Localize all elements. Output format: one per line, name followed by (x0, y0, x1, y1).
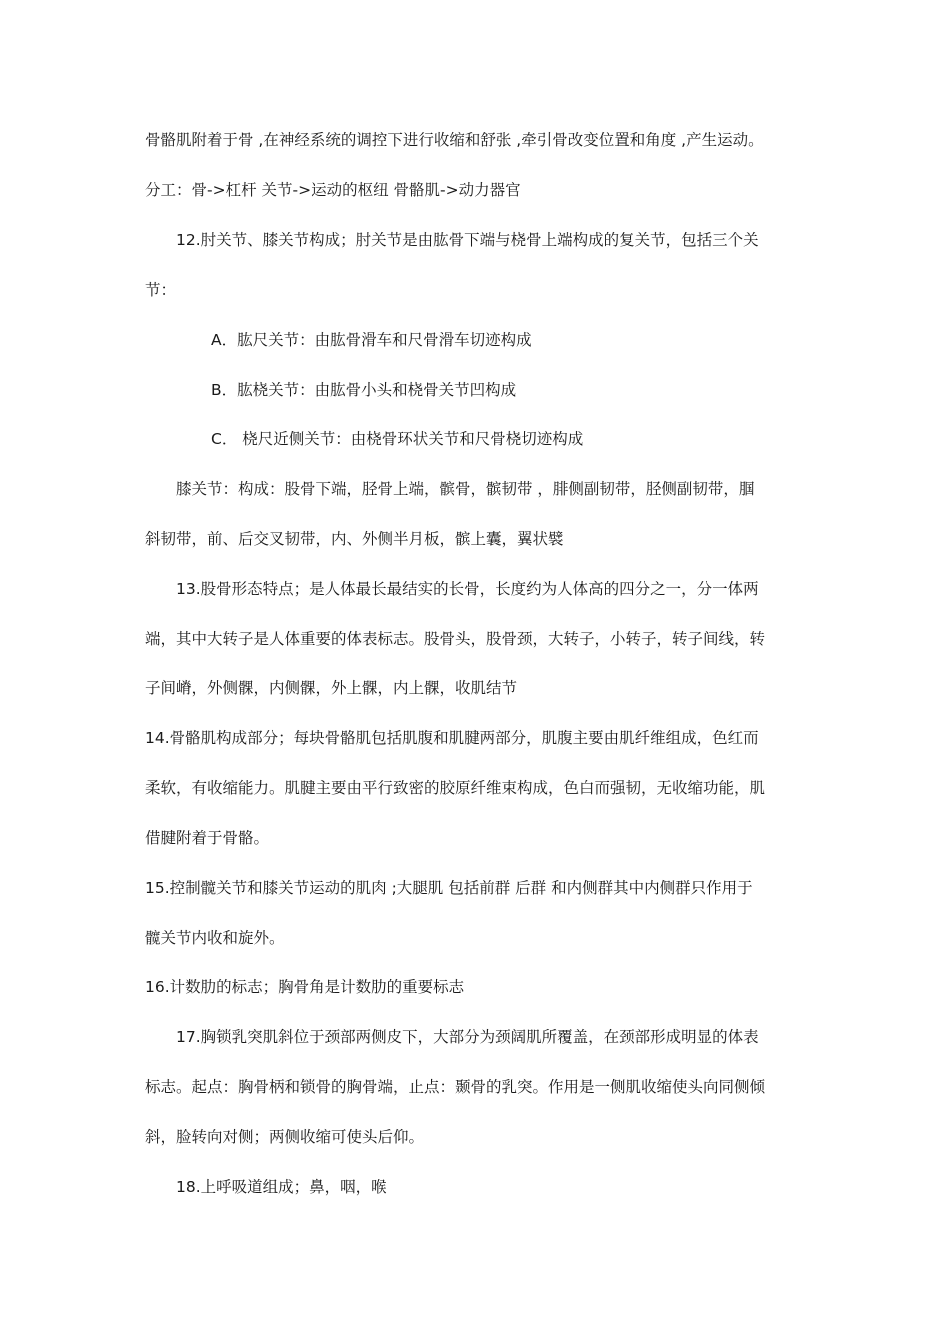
text-line: B．肱桡关节：由肱骨小头和桡骨关节凹构成 (211, 381, 517, 399)
text-line: 骨骼肌附着于骨 ,在神经系统的调控下进行收缩和舒张 ,牵引骨改变位置和角度 ,产生运动。 (145, 131, 764, 149)
text-line: 标志。起点：胸骨柄和锁骨的胸骨端，止点：颞骨的乳突。作用是一侧肌收缩使头向同侧倾 (145, 1078, 766, 1096)
text-line: 13.股骨形态特点；是人体最长最结实的长骨，长度约为人体高的四分之一，分一体两 (176, 580, 759, 598)
text-line: 12.肘关节、膝关节构成；肘关节是由肱骨下端与桡骨上端构成的复关节，包括三个关 (176, 231, 759, 249)
text-line: 17.胸锁乳突肌斜位于颈部两侧皮下，大部分为颈阔肌所覆盖，在颈部形成明显的体表 (176, 1028, 759, 1046)
text-line: 子间嵴，外侧髁，内侧髁，外上髁，内上髁，收肌结节 (145, 679, 518, 697)
text-line: 借腱附着于骨骼。 (145, 829, 270, 847)
text-line: 柔软，有收缩能力。肌腱主要由平行致密的胶原纤维束构成，色白而强韧，无收缩功能，肌 (145, 779, 766, 797)
text-line: 端，其中大转子是人体重要的体表标志。股骨头，股骨颈，大转子，小转子，转子间线，转 (145, 630, 766, 648)
text-line: 18.上呼吸道组成；鼻，咽，喉 (176, 1178, 387, 1196)
text-line: A．肱尺关节：由肱骨滑车和尺骨滑车切迹构成 (211, 331, 532, 349)
text-line: 16.计数肋的标志；胸骨角是计数肋的重要标志 (145, 978, 465, 996)
text-line: 斜韧带，前、后交叉韧带，内、外侧半月板，髌上囊，翼状襞 (145, 530, 564, 548)
text-line: 膝关节：构成：股骨下端，胫骨上端，髌骨，髌韧带 ，腓侧副韧带，胫侧副韧带，腘 (176, 480, 755, 498)
text-line: 15.控制髋关节和膝关节运动的肌肉 ;大腿肌 包括前群 后群 和内侧群其中内侧群只作用于 (145, 879, 753, 897)
text-line: 斜，脸转向对侧；两侧收缩可使头后仰。 (145, 1128, 425, 1146)
text-line: 分工：骨->杠杆 关节->运动的枢纽 骨骼肌->动力器官 (145, 181, 521, 199)
text-line: 节： (145, 281, 177, 299)
text-line: C． 桡尺近侧关节：由桡骨环状关节和尺骨桡切迹构成 (211, 430, 584, 448)
text-line: 14.骨骼肌构成部分；每块骨骼肌包括肌腹和肌腱两部分，肌腹主要由肌纤维组成，色红而 (145, 729, 759, 747)
text-line: 髋关节内收和旋外。 (145, 929, 285, 947)
